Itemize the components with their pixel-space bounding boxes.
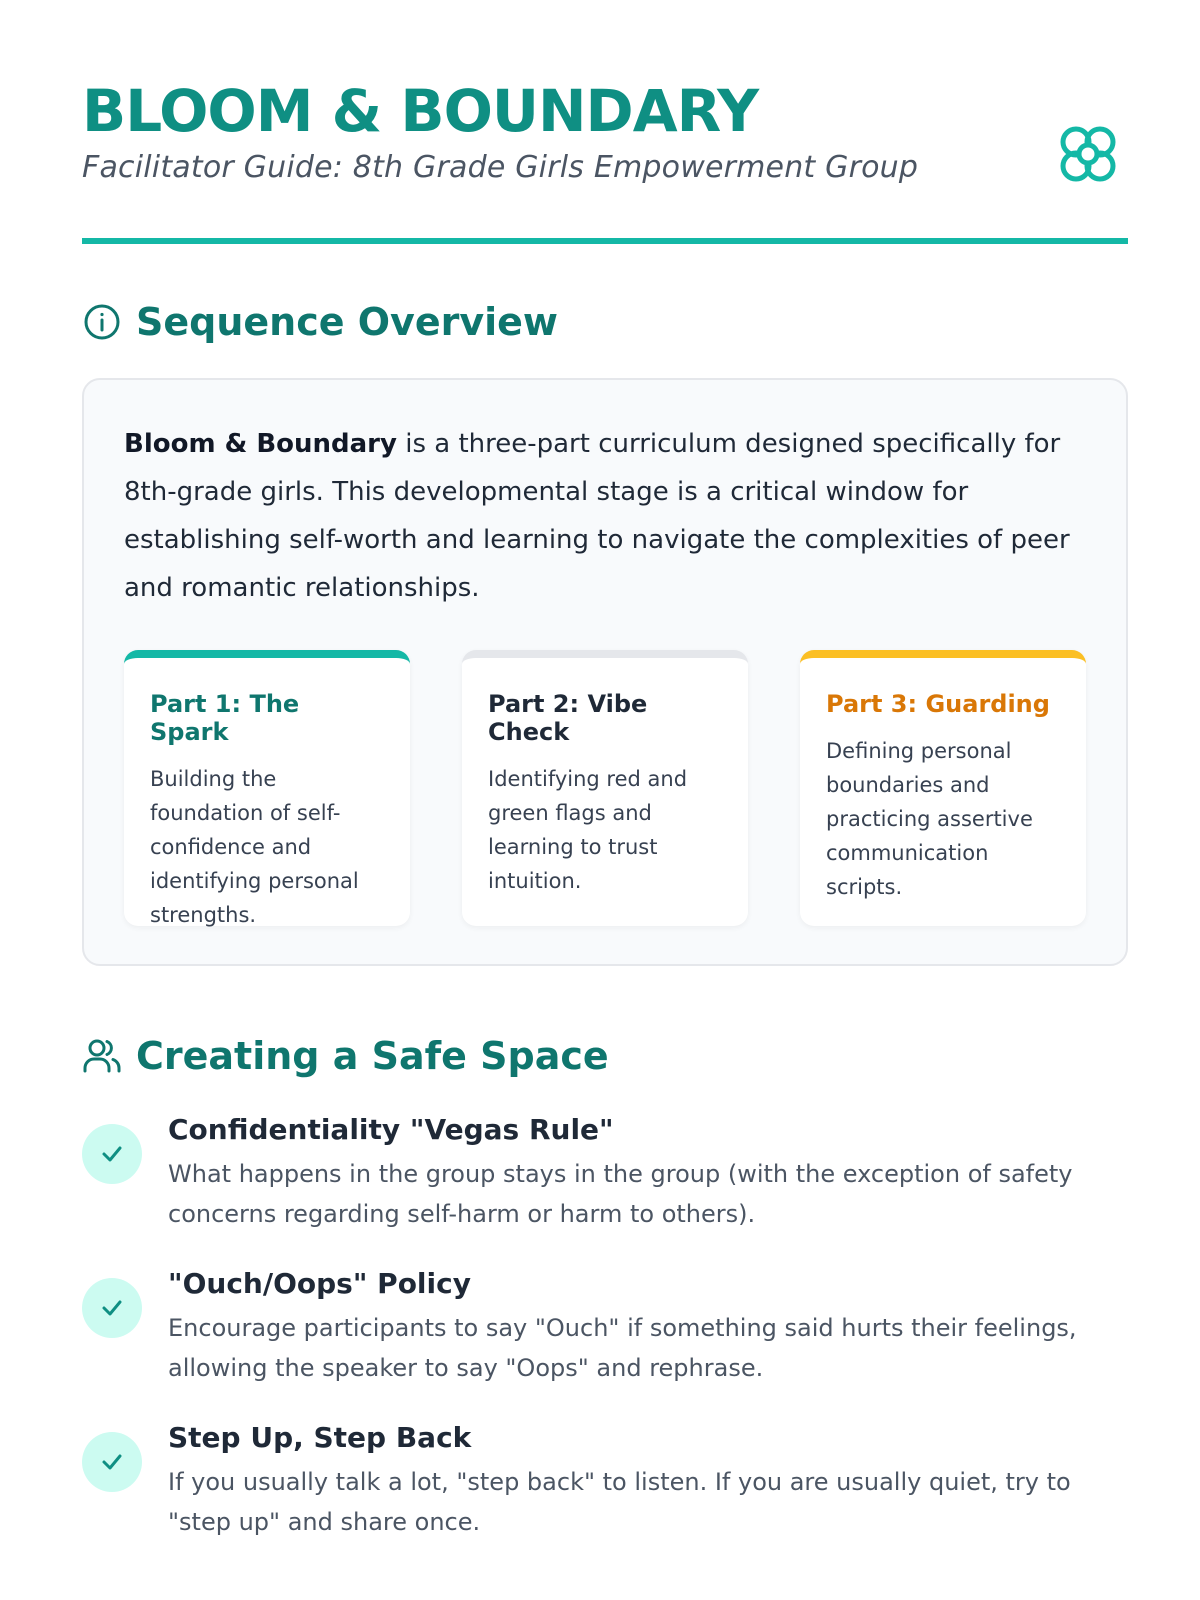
overview-intro-bold: Bloom & Boundary	[124, 429, 397, 459]
facilitator-guide-page	[82, 0, 1128, 1572]
page-header	[82, 0, 1128, 244]
overview-heading	[82, 300, 1128, 344]
parts-row	[124, 650, 1086, 926]
users-icon	[82, 1036, 122, 1076]
overview-card	[82, 378, 1128, 966]
part-card	[800, 650, 1086, 926]
rule-description: If you usually talk a lot, "step back" to listen. If you are usually quiet, try to "step up" and share once.	[168, 1468, 1071, 1536]
part-card	[462, 650, 748, 926]
rule-title: "Ouch/Oops" Policy	[168, 1267, 471, 1300]
part-title: Part 3: Guarding	[826, 690, 1050, 718]
info-icon	[82, 302, 122, 342]
part-description: Defining personal boundaries and practicing assertive communication scripts.	[826, 739, 1033, 899]
safe-space-heading	[82, 1034, 1128, 1078]
flower-icon	[1052, 118, 1124, 190]
list-item	[82, 1418, 1128, 1542]
rule-title: Step Up, Step Back	[168, 1421, 472, 1454]
list-item	[82, 1264, 1128, 1388]
rule-title: Confidentiality "Vegas Rule"	[168, 1113, 614, 1146]
rule-description: Encourage participants to say "Ouch" if something said hurts their feelings, allowing the speaker to say "Oops" and rephrase.	[168, 1314, 1077, 1382]
ground-rules-list	[82, 1110, 1128, 1542]
list-item	[82, 1110, 1128, 1234]
check-icon	[82, 1124, 142, 1184]
part-description: Building the foundation of self-confidence and identifying personal strengths.	[150, 767, 359, 927]
part-title: Part 1: The Spark	[150, 690, 300, 746]
part-card	[124, 650, 410, 926]
rule-description: What happens in the group stays in the group (with the exception of safety concerns regarding self-harm or harm to others).	[168, 1160, 1073, 1228]
page-title: BLOOM & BOUNDARY	[82, 77, 759, 145]
page-subtitle: Facilitator Guide: 8th Grade Girls Empowerment Group	[82, 149, 919, 185]
overview-intro	[124, 420, 1086, 612]
safe-space-heading-label: Creating a Safe Space	[136, 1034, 609, 1078]
part-title: Part 2: Vibe Check	[488, 690, 648, 746]
overview-heading-label: Sequence Overview	[136, 300, 559, 344]
overview-intro-text: is a three-part curriculum designed specifically for 8th-grade girls. This developmental stage is a critical window for establishing self-worth and learning to navigate the complexities of peer and romantic relationships.	[124, 429, 1070, 603]
check-icon	[82, 1432, 142, 1492]
check-icon	[82, 1278, 142, 1338]
part-description: Identifying red and green flags and learning to trust intuition.	[488, 767, 688, 893]
